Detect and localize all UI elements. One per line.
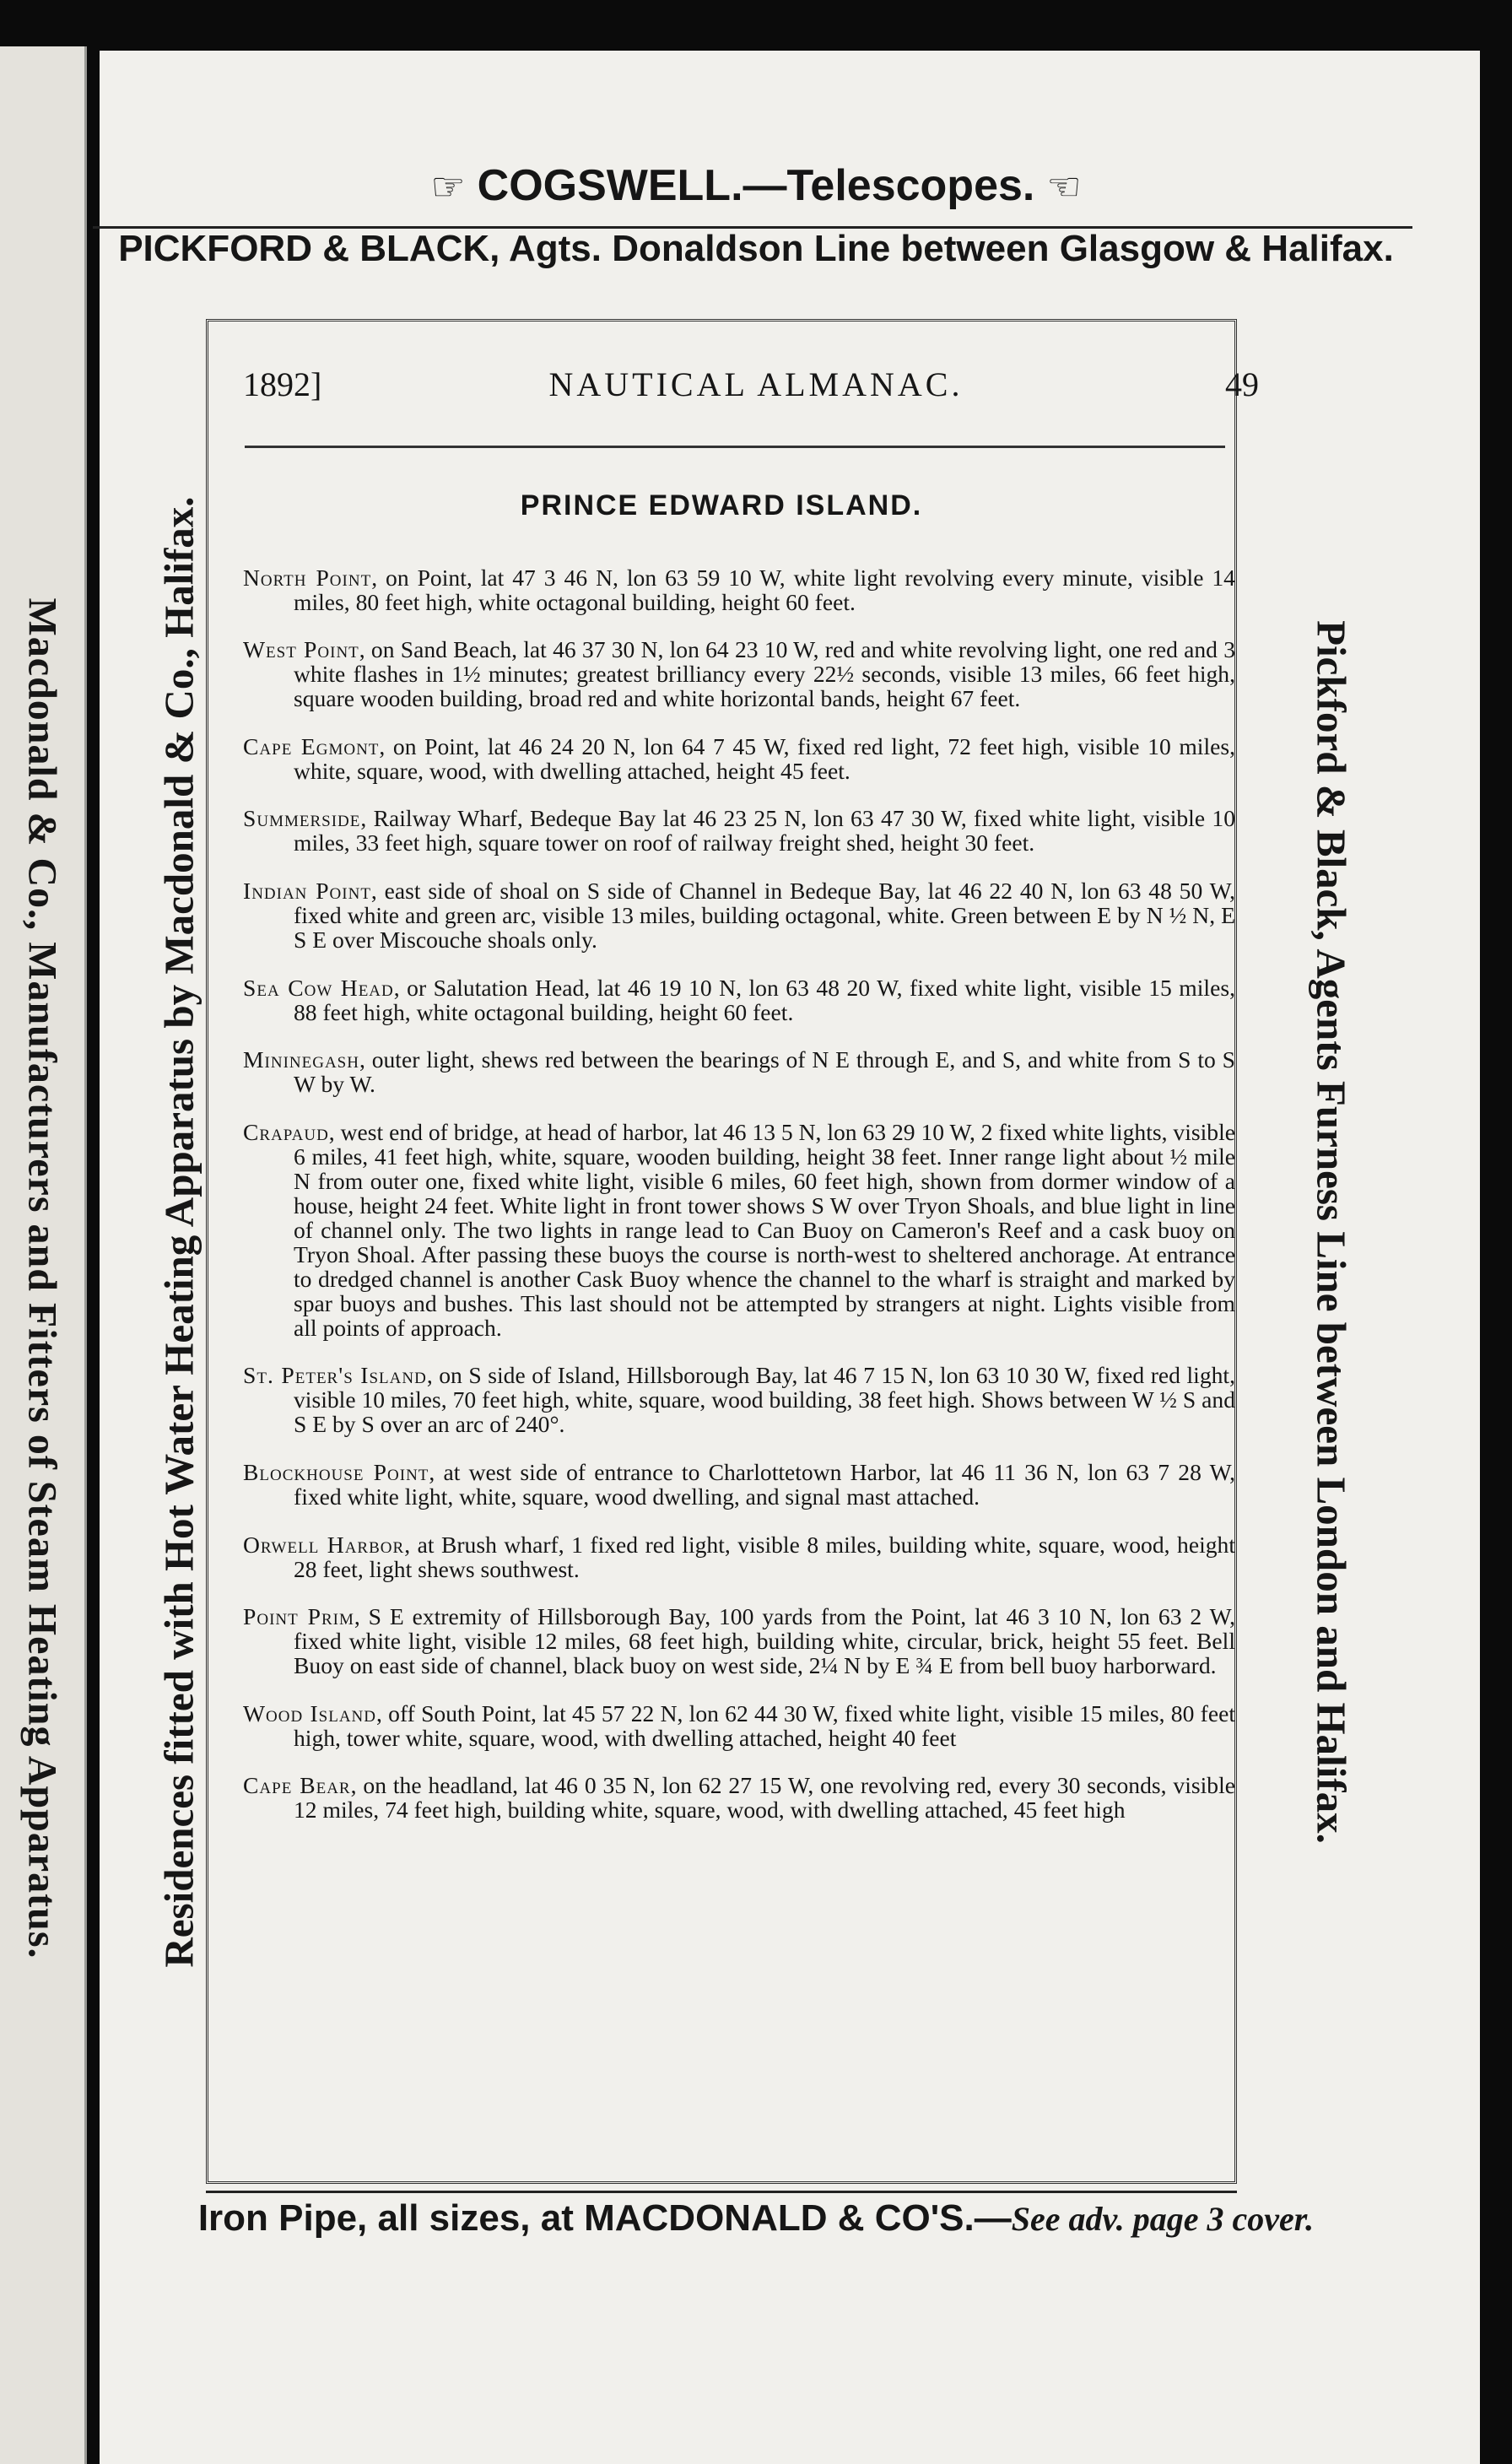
left-margin-advert: Residences fitted with Hot Water Heating Apparatus by Macdonald & Co., Halifax. xyxy=(155,496,202,1968)
entry-name: Sea Cow Head xyxy=(243,974,394,1001)
entry-name: Wood Island xyxy=(243,1699,376,1726)
running-head-year: 1892] xyxy=(243,365,322,403)
entry-text: , on Point, lat 47 3 46 N, lon 63 59 10 W, white light revolving every minute, visible 14 miles, 80 feet high, white octagonal building, height 60 feet. xyxy=(294,564,1235,615)
footer-rule xyxy=(206,2191,1237,2193)
entry-text: , on S side of Island, Hillsborough Bay, lat 46 7 15 N, lon 63 10 30 W, fixed red light, visible 10 miles, 70 feet high, white, square, wood building, 38 feet high. Shows between W ½ S and S E by S over an arc of 240°. xyxy=(294,1362,1235,1438)
entry-name: Mininegash xyxy=(243,1046,359,1073)
spine-advert: Macdonald & Co., Manufacturers and Fitters of Steam Heating Apparatus. xyxy=(19,597,65,1959)
entry-text: , or Salutation Head, lat 46 19 10 N, lon 63 48 20 W, fixed white light, visible 15 miles, 88 feet high, white octagonal building, height 60 feet. xyxy=(294,974,1235,1025)
running-head-rule xyxy=(245,446,1225,448)
lighthouse-entry xyxy=(243,637,1235,711)
entry-name: West Point xyxy=(243,636,359,663)
lighthouse-entry xyxy=(243,1701,1235,1750)
entry-text: , Railway Wharf, Bedeque Bay lat 46 23 25 N, lon 63 47 30 W, fixed white light, visible 10 miles, 33 feet high, square tower on roof of railway freight shed, height 30 feet. xyxy=(294,805,1235,856)
entry-name: Summerside xyxy=(243,805,361,832)
lighthouse-entry xyxy=(243,1604,1235,1678)
footer-advert xyxy=(0,2197,1512,2240)
lighthouse-entry xyxy=(243,1460,1235,1509)
header-cogswell xyxy=(0,160,1512,211)
entry-name: Point Prim xyxy=(243,1603,354,1630)
running-head-title: NAUTICAL ALMANAC. xyxy=(548,365,964,403)
pointing-hand-right-icon: ☞ xyxy=(430,165,466,208)
section-title: PRINCE EDWARD ISLAND. xyxy=(520,489,923,521)
lighthouse-entry xyxy=(243,1773,1235,1822)
entry-name: Blockhouse Point xyxy=(243,1458,429,1485)
lighthouse-entry xyxy=(243,1532,1235,1581)
entry-name: Crapaud xyxy=(243,1118,329,1145)
entry-text: , on the headland, lat 46 0 35 N, lon 62 27 15 W, one revolving red, every 30 seconds, visible 12 miles, 74 feet high, building white, square, wood, with dwelling attached, 45 feet high xyxy=(294,1772,1235,1824)
entry-text: , east side of shoal on S side of Channel in Bedeque Bay, lat 46 22 40 N, lon 63 48 50 W, fixed white and green arc, visible 13 miles, building octagonal, white. Green between E by N ½ N, E S E over Miscouche shoals only. xyxy=(294,877,1235,953)
lighthouse-entry xyxy=(243,734,1235,783)
lighthouse-list xyxy=(243,542,1235,1830)
entry-text: , S E extremity of Hillsborough Bay, 100 yards from the Point, lat 46 3 10 N, lon 63 2 W, fixed white light, visible 12 miles, 68 feet high, building white, circular, brick, height 55 feet. Bell Buoy on east side of channel, black buoy on west side, 2¼ N by E ¾ E from bell buoy harborward. xyxy=(294,1603,1235,1679)
entry-text: , at west side of entrance to Charlottetown Harbor, lat 46 11 36 N, lon 63 7 28 W, fixed white light, white, square, wood dwelling, and signal mast attached. xyxy=(294,1458,1235,1510)
entry-text: , at Brush wharf, 1 fixed red light, visible 8 miles, building white, square, wood, height 28 feet, light shews southwest. xyxy=(294,1531,1236,1582)
page-number: 49 xyxy=(1225,365,1259,403)
entry-name: North Point xyxy=(243,564,372,591)
entry-name: Indian Point xyxy=(243,877,371,904)
lighthouse-entry xyxy=(243,565,1235,614)
entry-name: Cape Egmont xyxy=(243,732,380,759)
entry-text: , west end of bridge, at head of harbor, lat 46 13 5 N, lon 63 29 10 W, 2 fixed white lights, visible 6 miles, 41 feet high, white, square, wooden building, height 38 feet. Inner range light about ½ mile N from outer one, fixed white light, visible 6 miles, 60 feet high, shown from dormer window of a house, height 24 feet. White light in front tower shows S W over Tryon Shoals, and blue light in line of channel only. The two lights in range lead to Can Buoy on Cameron's Reef and a cask buoy on Tryon Shoal. After passing these buoys the course is north-west to sheltered anchorage. At entrance to dredged channel is another Cask Buoy whence the channel to the wharf is straight and marked by spar buoys and bushes. This last should not be attempted by strangers at night. Lights visible from all points of approach. xyxy=(294,1118,1235,1341)
lighthouse-entry xyxy=(243,1120,1235,1340)
lighthouse-entry xyxy=(243,1363,1235,1436)
pointing-hand-left-icon: ☜ xyxy=(1046,165,1082,208)
lighthouse-entry xyxy=(243,806,1235,855)
entry-text: , off South Point, lat 45 57 22 N, lon 62 44 30 W, fixed white light, visible 15 miles, 80 feet high, tower white, square, wood, with dwelling attached, height 40 feet xyxy=(294,1699,1235,1751)
lighthouse-entry xyxy=(243,975,1235,1024)
book-spine xyxy=(0,46,87,2464)
lighthouse-entry xyxy=(243,878,1235,952)
entry-name: St. Peter's Island xyxy=(243,1362,427,1389)
header-line1-text: COGSWELL.—Telescopes. xyxy=(477,161,1035,210)
entry-name: Orwell Harbor xyxy=(243,1531,405,1558)
entry-name: Cape Bear xyxy=(243,1772,351,1799)
right-margin-advert: Pickford & Black, Agents Furness Line between London and Halifax. xyxy=(1308,620,1355,1844)
header-pickford: PICKFORD & BLACK, Agts. Donaldson Line between Glasgow & Halifax. xyxy=(118,228,1394,269)
entry-text: , on Sand Beach, lat 46 37 30 N, lon 64 23 10 W, red and white revolving light, one red and 3 white flashes in 1½ minutes; greatest brilliancy every 22½ seconds, visible 13 miles, 66 feet high, square wooden building, broad red and white horizontal bands, height 67 feet. xyxy=(294,636,1236,712)
lighthouse-entry xyxy=(243,1047,1235,1096)
footer-reference: See adv. page 3 cover. xyxy=(1011,2200,1315,2238)
entry-text: , outer light, shews red between the bearings of N E through E, and S, and white from S to S W by W. xyxy=(294,1046,1235,1098)
footer-text: Iron Pipe, all sizes, at MACDONALD & CO'S.— xyxy=(197,2197,1012,2239)
entry-text: , on Point, lat 46 24 20 N, lon 64 7 45 W, fixed red light, 72 feet high, visible 10 miles, white, square, wood, with dwelling attached, height 45 feet. xyxy=(294,732,1236,784)
running-head xyxy=(243,365,1269,415)
